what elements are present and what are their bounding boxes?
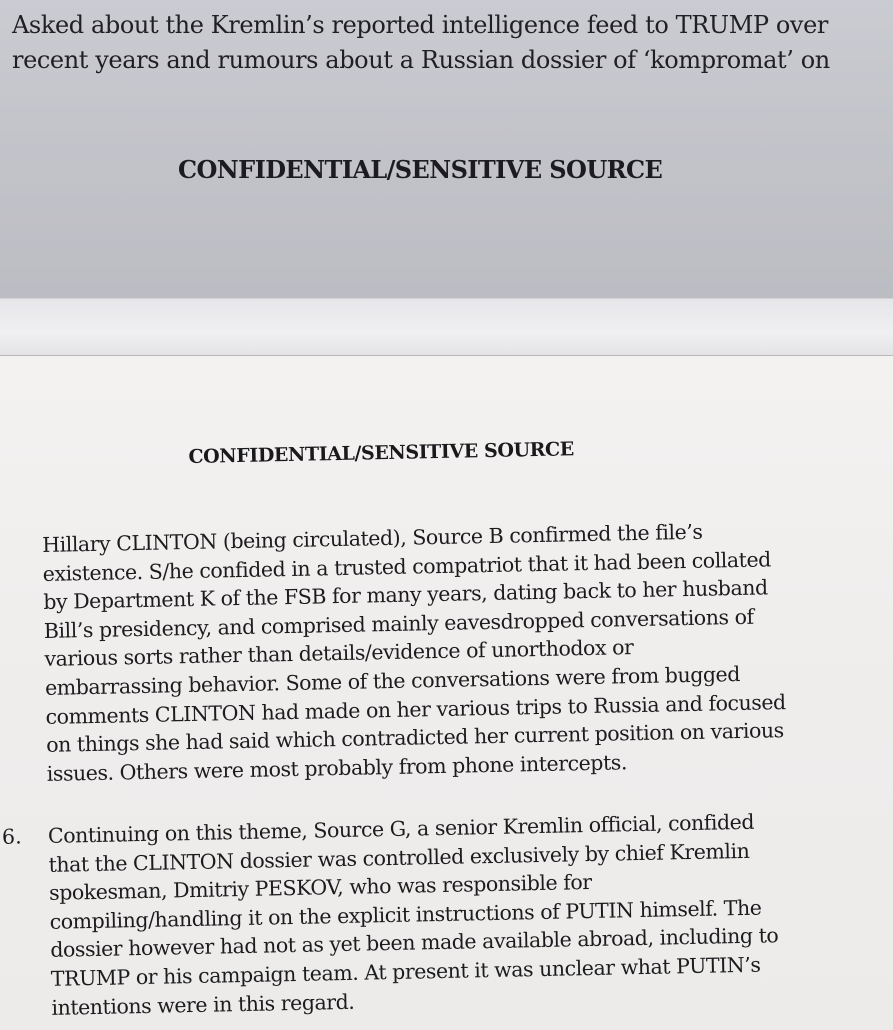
paragraph-line: by Department K of the FSB for many years, dating back to her husband	[43, 575, 768, 615]
paragraph-line: Hillary CLINTON (being circulated), Source B confirmed the file’s	[41, 519, 703, 557]
paragraph-number: 6.	[1, 824, 22, 849]
paragraph-line: compiling/handling it on the explicit instructions of PUTIN himself. The	[49, 895, 762, 934]
paragraph-line: issues. Others were most probably from phone intercepts.	[46, 750, 628, 786]
bottom-page-content	[0, 356, 893, 1030]
top-text-line: Asked about the Kremlin’s reported intelligence feed to TRUMP over	[12, 11, 828, 39]
bottom-classification-heading: CONFIDENTIAL/SENSITIVE SOURCE	[188, 438, 575, 469]
paragraph-line: dossier however had not as yet been made available abroad, including to	[50, 923, 779, 963]
paragraph-line: various sorts rather than details/evidence of unorthodox or	[44, 635, 634, 672]
bottom-page-fragment	[0, 356, 893, 1030]
paragraph-line: existence. S/he confided in a trusted compatriot that it had been collated	[42, 546, 772, 586]
paragraph-line: Bill’s presidency, and comprised mainly eavesdropped conversations of	[43, 604, 754, 643]
page-separator	[0, 298, 893, 356]
top-page-fragment	[0, 0, 893, 298]
paragraph-line: Continuing on this theme, Source G, a senior Kremlin official, confided	[47, 809, 755, 848]
paragraph-source-b	[42, 516, 787, 788]
paragraph-line: that the CLINTON dossier was controlled exclusively by chief Kremlin	[48, 838, 750, 877]
paragraph-line: embarrassing behavior. Some of the conversations were from bugged	[44, 661, 741, 700]
top-text-line: recent years and rumours about a Russian dossier of ‘kompromat’ on	[12, 46, 830, 74]
paragraph-line: comments CLINTON had made on her various trips to Russia and focused	[45, 689, 786, 729]
paragraph-line: TRUMP or his campaign team. At present it was unclear what PUTIN’s	[50, 952, 761, 991]
top-classification-heading: CONFIDENTIAL/SENSITIVE SOURCE	[178, 155, 663, 184]
paragraph-line: spokesman, Dmitriy PESKOV, who was responsible for	[48, 870, 592, 906]
paragraph-line: on things she had said which contradicted her current position on various	[45, 718, 784, 758]
paragraph-source-g	[48, 807, 780, 1022]
paragraph-line: intentions were in this regard.	[51, 989, 355, 1020]
